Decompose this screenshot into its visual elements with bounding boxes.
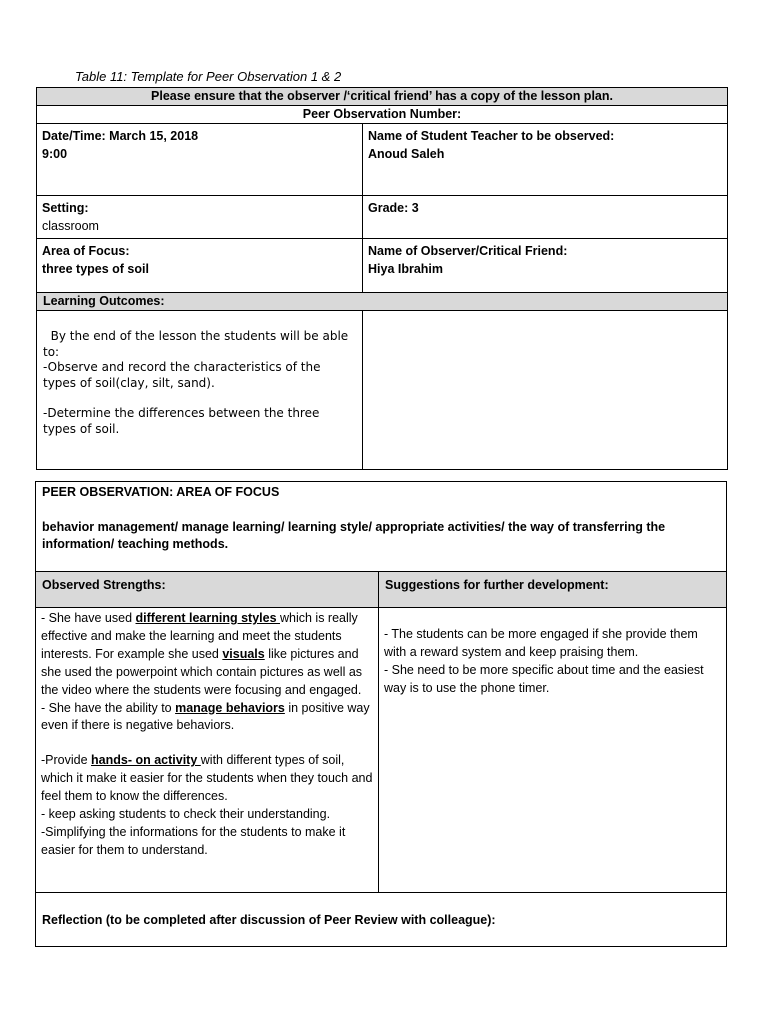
suggestion-item: - The students can be more engaged if she provide them with a reward system and keep praising them. — [384, 627, 698, 659]
suggestions-label: Suggestions for further development: — [379, 572, 727, 608]
strength-item: -Simplifying the informations for the students to make it easier for them to understand. — [41, 824, 346, 857]
table-caption: Table 11: Template for Peer Observation 1 & 2 — [75, 69, 342, 84]
peer-observation-table — [35, 481, 727, 947]
student-teacher-label: Name of Student Teacher to be observed: — [368, 129, 615, 143]
observed-strengths-label: Observed Strengths: — [36, 572, 379, 608]
reflection-cell: Reflection (to be completed after discussion of Peer Review with colleague): — [36, 893, 727, 947]
observer-value: Hiya Ibrahim — [368, 262, 444, 276]
grade-cell: Grade: 3 — [363, 196, 728, 239]
suggestion-item: - She need to be more specific about time and the easiest way is to use the phone timer. — [384, 662, 704, 695]
student-teacher-value: Anoud Saleh — [368, 147, 445, 161]
outcome-line: -Observe and record the characteristics of the types of soil(clay, silt, sand). — [43, 360, 321, 390]
strength-item: -Provide hands- on activity with different types of soil, which it make it easier for the students when they touch and feel them to know the differences. — [41, 753, 373, 804]
observer-label: Name of Observer/Critical Friend: — [368, 244, 568, 258]
lesson-plan-notice: Please ensure that the observer /‘critical friend’ has a copy of the lesson plan. — [37, 88, 728, 106]
outcome-line: -Determine the differences between the three types of soil. — [43, 406, 320, 436]
time-value: 9:00 — [42, 147, 68, 161]
date-label: Date/Time: March 15, 2018 — [42, 129, 199, 143]
setting-label: Setting: — [42, 201, 89, 215]
observer-cell — [363, 239, 728, 293]
strength-item: - She have the ability to manage behaviors in positive way even if there is negative behaviors. — [41, 700, 370, 733]
area-of-focus-cell — [36, 482, 727, 572]
observed-strengths-cell — [36, 608, 379, 893]
strength-item: - She have used different learning styles which is really effective and make the learning and meet the students interests. For example she used visuals like pictures and she used the powerpoint which contain pictures as well as the video where the students were focusing and engaged. — [41, 611, 363, 697]
strength-item: - keep asking students to check their understanding. — [41, 807, 331, 822]
focus-value: three types of soil — [42, 262, 149, 276]
learning-outcomes-cell — [37, 311, 363, 470]
peer-observation-number: Peer Observation Number: — [37, 106, 728, 124]
learning-outcomes-label: Learning Outcomes: — [37, 293, 728, 311]
date-time-cell — [37, 124, 363, 196]
learning-outcomes-empty-cell — [363, 311, 728, 470]
outcome-spacer — [43, 391, 356, 406]
setting-cell — [37, 196, 363, 239]
area-of-focus-title: PEER OBSERVATION: AREA OF FOCUS — [42, 485, 280, 499]
focus-cell — [37, 239, 363, 293]
suggestions-cell — [379, 608, 727, 893]
area-of-focus-text: behavior management/ manage learning/ learning style/ appropriate activities/ the way of transferring the information/ teaching methods. — [42, 519, 666, 551]
outcome-line: By the end of the lesson the students will be able to: — [43, 329, 352, 359]
setting-value: classroom — [42, 219, 99, 233]
lesson-info-table — [36, 87, 728, 470]
student-teacher-cell — [363, 124, 728, 196]
focus-label: Area of Focus: — [42, 244, 130, 258]
